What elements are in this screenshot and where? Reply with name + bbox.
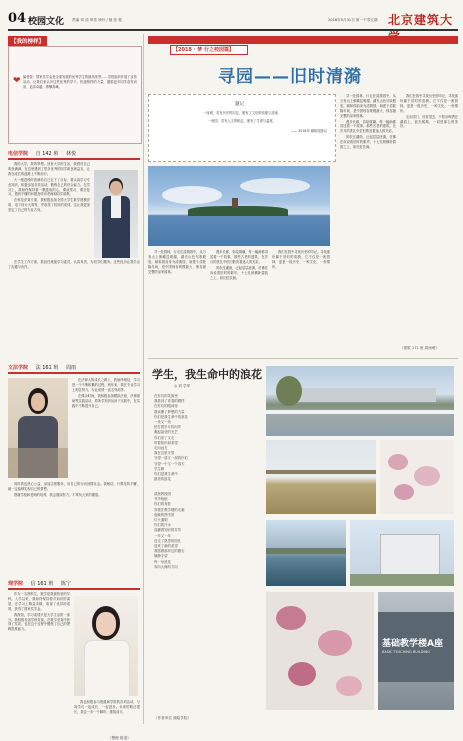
- feature-para: 漫步长廊，彩绘斑斓，每一幅画都讲述着一个故事。那些古老的建筑，在岁月的洗礼中依旧散发着迷人的光彩。: [340, 119, 396, 134]
- poem-line: 你们来了又走: [154, 435, 175, 440]
- profile-2-para: 在法律人的成长之路上，我始终相信，学习是一个不断积累的过程。两年来，我在专业学习上刻苦努力，专业成绩一直名列前茅。: [72, 378, 140, 392]
- feature-body-col1: [148, 250, 206, 276]
- poem-col-1: [154, 394, 210, 482]
- profile-1-para: 我的大学，我的梦想。回首大学的生活，我感觉自己收获满满，在这里遇到了很多优秀的同学和良师益友，让我在成长的道路上不断前行。: [8, 162, 90, 176]
- poem-line: 奔向大海的方向: [154, 564, 178, 569]
- campus-building-photo: [350, 520, 454, 586]
- foreword-sub: —— 2018年 颐和园游记: [290, 129, 327, 133]
- profile-2-para: 感谢学校和老师的培养，我会继续努力，不辜负大家的期望。: [14, 492, 102, 497]
- feature-para: 寻一处园林，行走在清漪园中，从万寿山上俯瞰昆明湖，湖光山色尽收眼底。颐和园前身为清漪园，始建于清乾隆年间，是中国现存规模最大、保存最完整的皇家园林。: [148, 250, 206, 274]
- poem-line: 穿梭在教学楼的走廊: [154, 507, 185, 512]
- poem-title: 学生，我生命中的浪花: [152, 368, 262, 381]
- paper-logo: 北京建筑大: [388, 13, 454, 27]
- profile-2-header: [8, 364, 140, 371]
- poem-line: 每一朵浪花: [154, 559, 171, 564]
- poem-line: 最美的浪花: [154, 477, 171, 482]
- profile-3-rule: [8, 588, 140, 590]
- foreword-line: 一座城，若有历史的沉淀，便有了文化的底蕴与灵魂，: [203, 111, 281, 115]
- profile-1-text-2: [8, 260, 140, 271]
- profile-3-header: [8, 580, 140, 587]
- profile-1-header: [8, 150, 140, 157]
- profile-3-text-2: [74, 700, 140, 716]
- profile-1-para: 在科技竞赛方面，我积极参加全国大学生数学建模竞赛、电子设计大赛等，并取得了较好的成绩，这让我更加坚定了自己的专业方向。: [8, 198, 90, 213]
- poem-line: 你们是我生命中的浪花: [154, 414, 188, 419]
- profile-3-byline: （整理 报道）: [108, 736, 131, 740]
- poem-line: 我愿做那岸边的礁石: [154, 549, 185, 554]
- poem-line: 你们的汗水: [154, 523, 171, 528]
- editor-line: 责编 刘 清 审签 徐叶 / 版 张 强: [72, 18, 122, 22]
- profile-2-text-2: [8, 482, 140, 499]
- campus-fountain-photo: [266, 366, 454, 436]
- magnolia-photo: [266, 592, 374, 710]
- poem-line: 夜晚的图书馆: [154, 512, 175, 517]
- feature-para: 我们在园中寻找历史的印记，寻找那份属于旧时的清漪。它不仅是一座园林，更是一段历史、一种文化、一份情怀。: [400, 94, 458, 113]
- poem-line: 在你们的眼神里: [154, 404, 178, 409]
- section-divider: [148, 358, 458, 359]
- profile-3-school: 理学院: [8, 581, 24, 587]
- poem-col-2: [154, 492, 210, 570]
- profile-2-class: 法 161 班: [35, 365, 59, 371]
- poem-line: 我读懂了梦想的力量: [154, 409, 185, 414]
- building-sign: 基础教学楼A座: [382, 639, 443, 649]
- poem-line: 拍打着岁月的河岸: [154, 425, 182, 430]
- campus-pond-photo: [266, 520, 346, 586]
- feature-body-col3: [272, 250, 330, 271]
- poem-line: 走向远方: [154, 446, 168, 451]
- summer-palace-photo: [148, 166, 330, 246]
- profile-1-para: 大一刚进校时我就给自己定下了目标，要认真学习专业知识，积极参加各类活动，锻炼自己的综合能力。在学习上，我始终保持着一颗进取的心，课前预习、课后复习，遇到不懂的问题及时向老师和同学请教。: [8, 177, 90, 197]
- poem-line: 清晨的校园: [154, 492, 171, 496]
- profile-1-text: [8, 162, 90, 214]
- poem-line: 浇灌着知识的芬芳: [154, 528, 182, 533]
- intro-text: 编者按：国家奖学金是全面发展的优秀学生的最高荣誉……学校组织开展了宣传活动，让我们来认识这些优秀的学子，传递榜样的力量，激励更多同学奋发向前、追求卓越、勇攀高峰。: [23, 75, 137, 89]
- profile-2-para: 在课余时间，我积极参加模拟法庭、法律援助等实践活动，将所学知识运用于实践中，在实践中不断提升自己。: [72, 393, 140, 408]
- foreword-box: [148, 94, 336, 162]
- intro-box: [8, 46, 142, 144]
- poem-byline: （作者单位 测绘学院）: [154, 716, 192, 720]
- poem-line: 我看到了青春的模样: [154, 399, 185, 404]
- poem-line: 学生啊: [154, 466, 165, 471]
- profile-3-para: 我深知，学习成绩只是大学生活的一部分。我积极参加学科竞赛，在数学竞赛中获得了奖项，也在这个过程中锻炼了自己的逻辑思维能力。: [8, 612, 70, 632]
- poem-line: 书声琅琅: [154, 497, 168, 502]
- feature-tag-box: [170, 45, 248, 55]
- poem-author: ◎ 刘 学军: [174, 384, 191, 388]
- foreword-title: 题记: [235, 102, 244, 107]
- section-title: 校园文化: [28, 17, 65, 27]
- profile-1-para: 在学生工作方面，我担任班级学习委员，认真负责，为同学们服务。这些经历让我学会了沟通与协作。: [8, 260, 140, 269]
- column-divider: [143, 34, 144, 724]
- profile-3-para: 我也积极参与班级和学院的各项活动，与同学们一起成长、一起进步。未来的路还很长，我会一步一个脚印，继续前行。: [74, 700, 140, 714]
- profile-1-rule: [8, 158, 140, 160]
- profile-3-name: 陈宁: [60, 581, 71, 587]
- poem-line: 送走了熟悉的面孔: [154, 538, 182, 543]
- feature-para: 风吹过湖面，泛起层层涟漪，仿佛在诉说着旧时的繁华。十七孔桥横卧碧波之上，如长虹饮涧。: [340, 135, 396, 150]
- poem-line: 溅起晶莹的光芒: [154, 430, 178, 435]
- profile-1-photo: [94, 170, 138, 258]
- profile-2-name: 周雨: [65, 365, 76, 371]
- profile-3-text: [8, 592, 70, 633]
- poem-line: 迎来了新的希望: [154, 544, 178, 549]
- feature-article: [148, 36, 458, 356]
- feature-para: 风吹过湖面，泛起层层涟漪，仿佛在诉说着旧时的繁华。十七孔桥横卧碧波之上，如长虹饮涧。: [210, 265, 268, 280]
- feature-body-col4: [340, 94, 396, 151]
- feature-para: 漫步长廊，彩绘斑斓，每一幅画都讲述着一个故事。那些古老的建筑，在岁月的洗礼中依旧散发着迷人的光彩。: [210, 250, 268, 264]
- profile-2-text: [72, 378, 140, 409]
- feature-body-col5: [400, 94, 458, 130]
- profile-2-school: 文法学院: [8, 365, 29, 371]
- poem-line: 在你们的笑脸里: [154, 394, 178, 398]
- feature-topbar: [148, 36, 458, 44]
- profile-1-class: 自 142 班: [35, 151, 59, 157]
- feature-para: 走出园门，回首望去，夕阳余晖洒在湖面上，波光粼粼，一切是那么的美好。: [400, 114, 458, 129]
- foreword-line: 一座园，若有人文的积淀，便有了生命与温度。: [208, 119, 276, 123]
- profile-1-name: 林悦: [65, 151, 76, 157]
- poem-line: 你们是我生命中: [154, 472, 178, 477]
- poem-line: 静静守望: [154, 554, 168, 559]
- poem-line: 一年又一年: [154, 533, 171, 538]
- profile-3-para: 作为一名理科生，数学是我最热爱的学科。入学以来，我始终保持着对知识的渴望，在学习上精益求精，取得了优异的成绩，获得了国家奖学金。: [8, 592, 70, 611]
- profile-2-para: 同时我也热心公益，参加志愿服务，用自己的行动回馈社会。我相信，只要坚持不懈，就一定能够实现自己的梦想。: [8, 482, 140, 491]
- feature-tag: 【2018 · 梦 行之校园篇】: [173, 47, 235, 53]
- left-column: [8, 34, 140, 740]
- poem-line: 守望一个又一个春天: [154, 461, 185, 466]
- poem-line: 守望一届又一届的你们: [154, 456, 188, 461]
- poem-line: 灯火通明: [154, 518, 168, 523]
- poem-line: 一朵又一朵: [154, 420, 171, 425]
- poem-line: 我在这里守望: [154, 451, 175, 456]
- feature-body-col2: [210, 250, 268, 281]
- profile-2-rule: [8, 372, 140, 374]
- heart-icon: ❤: [13, 76, 21, 86]
- page-number: 04: [8, 11, 27, 26]
- profile-3-photo: [74, 596, 138, 696]
- feature-byline: （建筑 171 班 周雨萌）: [400, 346, 440, 350]
- header-rule: [8, 29, 458, 31]
- issue-date: 2018年5月31日 第一千零五期: [328, 18, 378, 22]
- profile-2-photo: [8, 378, 68, 478]
- poem-section: [148, 362, 458, 724]
- campus-lawn-photo: [266, 440, 376, 514]
- feature-para: 我们在园中寻找历史的印记，寻找那份属于旧时的清漪。它不仅是一座园林，更是一段历史、一种文化、一份情怀。: [272, 250, 330, 269]
- profile-3-class: 信 161 班: [30, 581, 54, 587]
- feature-title: 寻园——旧时清漪: [218, 67, 362, 87]
- section-tag: 【我的榜样】: [8, 36, 47, 46]
- poem-line: 带着知识和希望: [154, 440, 178, 445]
- building-sign-en: BASIC TEACHING BUILDING: [382, 650, 430, 654]
- page-header: [8, 8, 458, 28]
- profile-1-school: 电信学院: [8, 151, 29, 157]
- poem-line: 你们的身影: [154, 502, 171, 507]
- blossom-photo: [380, 440, 454, 514]
- teaching-building-photo: [378, 592, 454, 710]
- feature-para: 寻一处园林，行走在清漪园中，从万寿山上俯瞰昆明湖，湖光山色尽收眼底。颐和园前身为清漪园，始建于清乾隆年间，是中国现存规模最大、保存最完整的皇家园林。: [340, 94, 396, 118]
